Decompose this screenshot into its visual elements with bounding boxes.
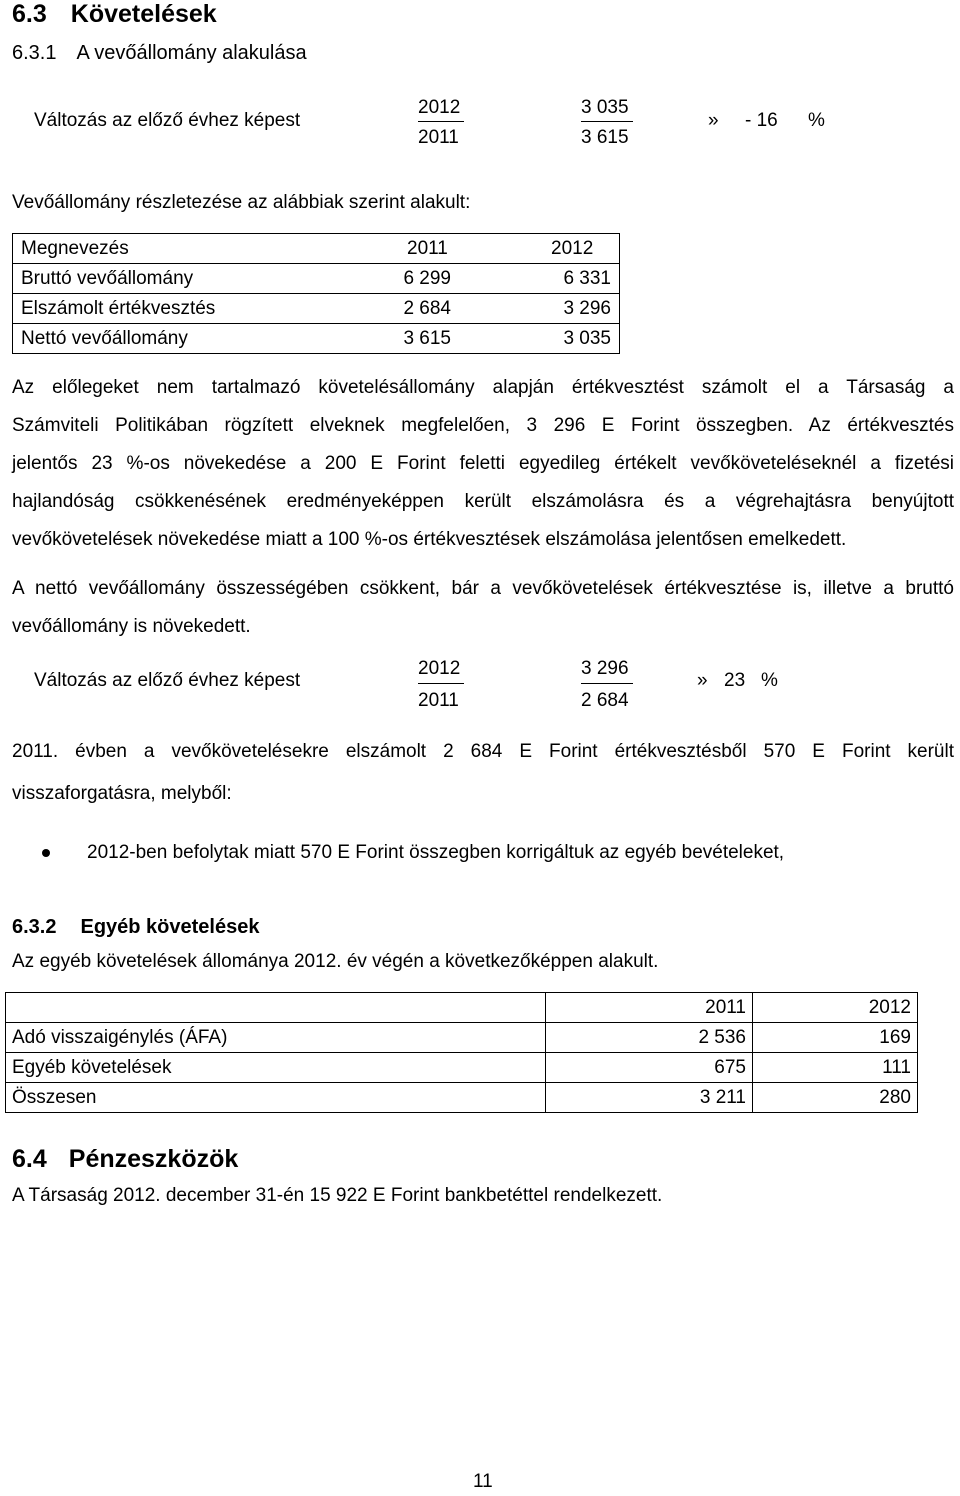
section-heading-6-4: [12, 1145, 238, 1174]
change-label: Változás az előző évhez képest: [34, 670, 301, 691]
value-cell: 6 331: [459, 264, 620, 294]
paragraph-line: 2011. évben a vevőkövetelésekre elszámolt 2 684 E Forint értékvesztésből 570 E Forint került: [12, 741, 954, 762]
paragraph-line: vevőkövetelések növekedése miatt a 100 %-os értékvesztések elszámolása jelentősen emelkedett.: [12, 529, 847, 550]
table-row: [6, 1053, 918, 1083]
value-cell: 3 615: [299, 324, 459, 354]
arrow-symbol: »: [697, 670, 708, 691]
ratio-value-denominator: 2 684: [581, 690, 629, 711]
row-label: Adó visszaigénylés (ÁFA): [6, 1023, 546, 1053]
bullet-item: 2012-ben befolytak miatt 570 E Forint összegben korrigáltuk az egyéb bevételeket,: [87, 842, 785, 863]
fraction-line: [418, 683, 464, 684]
value-cell: 3 211: [546, 1083, 753, 1113]
header-cell: 2011: [299, 234, 459, 264]
percent-sign: %: [761, 670, 778, 691]
ratio-year-denominator: 2011: [418, 127, 459, 148]
paragraph-line: Az előlegeket nem tartalmazó követelésállomány alapján értékvesztést számolt el a Társaság a: [12, 377, 954, 398]
section-title: Követelések: [70, 0, 217, 28]
section-title: Egyéb követelések: [80, 916, 260, 938]
change-result: 23: [724, 670, 746, 691]
section-number: 6.3: [12, 0, 47, 28]
section-number: 6.3.2: [12, 916, 57, 938]
row-label: Egyéb követelések: [6, 1053, 546, 1083]
section-number: 6.3.1: [12, 42, 57, 64]
fraction-line: [581, 121, 633, 122]
header-cell: [6, 993, 546, 1023]
paragraph-line: vevőállomány is növekedett.: [12, 616, 251, 637]
ratio-value-numerator: 3 296: [581, 658, 629, 679]
section-heading-6-3: [12, 0, 217, 29]
table-row: [6, 1083, 918, 1113]
header-cell: 2011: [546, 993, 753, 1023]
page-number: 11: [473, 1471, 493, 1492]
section-number: 6.4: [12, 1145, 47, 1173]
ratio-year-numerator: 2012: [418, 658, 461, 679]
table-row: [13, 294, 620, 324]
table-row: [6, 1023, 918, 1053]
value-cell: 280: [753, 1083, 918, 1113]
table-header-row: [6, 993, 918, 1023]
header-cell: 2012: [753, 993, 918, 1023]
value-cell: 675: [546, 1053, 753, 1083]
ratio-year-denominator: 2011: [418, 690, 459, 711]
bank-deposit-text: A Társaság 2012. december 31-én 15 922 E Forint bankbetéttel rendelkezett.: [12, 1185, 663, 1206]
change-result: - 16: [745, 110, 778, 131]
header-cell: Megnevezés: [13, 234, 300, 264]
value-cell: 3 296: [459, 294, 620, 324]
row-label: Bruttó vevőállomány: [13, 264, 300, 294]
value-cell: 6 299: [299, 264, 459, 294]
receivables-table: [12, 233, 620, 354]
paragraph-line: hajlandóság csökkenésének eredményeképpen került elszámolásra és a végrehajtásra benyújtott: [12, 491, 954, 512]
row-label: Elszámolt értékvesztés: [13, 294, 300, 324]
paragraph-line: jelentős 23 %-os növekedése a 200 E Forint feletti egyedileg értékelt vevőköveteléseknél a fizetési: [12, 453, 954, 474]
row-label: Nettó vevőállomány: [13, 324, 300, 354]
change-label: Változás az előző évhez képest: [34, 110, 301, 131]
value-cell: 169: [753, 1023, 918, 1053]
bullet-dot-icon: [42, 849, 50, 857]
fraction-line: [418, 121, 464, 122]
table-intro: Az egyéb követelések állománya 2012. év végén a következőképpen alakult.: [12, 951, 659, 972]
ratio-year-numerator: 2012: [418, 97, 461, 118]
value-cell: 2 684: [299, 294, 459, 324]
section-title: A vevőállomány alakulása: [76, 42, 307, 64]
value-cell: 2 536: [546, 1023, 753, 1053]
table-header-row: [13, 234, 620, 264]
section-heading-6-3-1: [12, 42, 307, 65]
paragraph-line: visszaforgatásra, melyből:: [12, 783, 232, 804]
fraction-line: [581, 683, 633, 684]
ratio-value-numerator: 3 035: [581, 97, 629, 118]
section-heading-6-3-2: [12, 916, 259, 939]
value-cell: 111: [753, 1053, 918, 1083]
section-title: Pénzeszközök: [68, 1145, 239, 1173]
arrow-symbol: »: [708, 110, 719, 131]
row-label: Összesen: [6, 1083, 546, 1113]
other-receivables-table: [5, 992, 918, 1113]
paragraph-line: A nettó vevőállomány összességében csökkent, bár a vevőkövetelések értékvesztése is, illetve a bruttó: [12, 578, 954, 599]
ratio-value-denominator: 3 615: [581, 127, 629, 148]
percent-sign: %: [808, 110, 825, 131]
header-cell: 2012: [459, 234, 620, 264]
table-intro: Vevőállomány részletezése az alábbiak szerint alakult:: [12, 192, 471, 213]
table-row: [13, 264, 620, 294]
value-cell: 3 035: [459, 324, 620, 354]
paragraph-line: Számviteli Politikában rögzített elveknek megfelelően, 3 296 E Forint összegben. Az értékvesztés: [12, 415, 954, 436]
table-row: [13, 324, 620, 354]
